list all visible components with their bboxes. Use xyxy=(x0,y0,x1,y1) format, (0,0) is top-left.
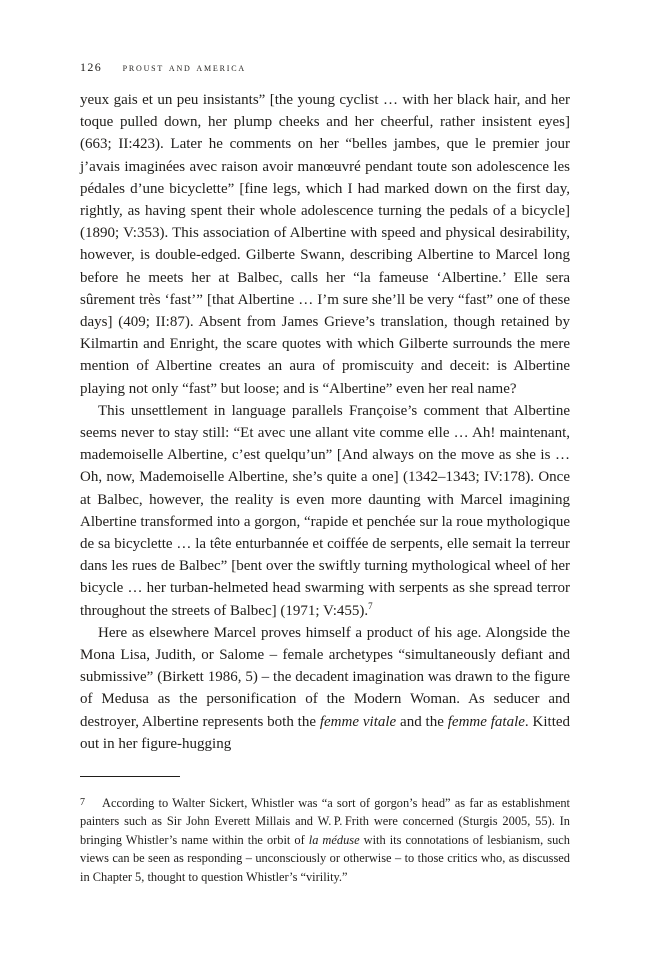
paragraph xyxy=(80,622,570,755)
text-run: . Kitted out in her figure-hugging xyxy=(80,713,571,752)
footnote-number: 7 xyxy=(80,797,85,808)
page-number: 126 xyxy=(80,60,103,74)
italic-text: femme fatale xyxy=(447,713,525,730)
footnote-rule xyxy=(80,776,180,777)
main-text xyxy=(80,89,570,755)
paragraph xyxy=(80,400,570,622)
text-run: and the xyxy=(396,713,448,730)
running-header xyxy=(80,60,246,75)
footnote xyxy=(80,794,570,886)
text-run: Here as elsewhere Marcel proves himself a product of his age. Alongside the Mona Lisa, Judith, or Salome – female archetypes “simultaneously defiant and submissive” (Birkett 1986, 5) – the decadent imagination was drawn to the figure of Medusa as the personification of the Modern Woman. As seducer and destroyer, Albertine represents both the xyxy=(80,624,570,730)
text-run: yeux gais et un peu insistants” [the young cyclist … with her black hair, and her toque pulled down, her plump cheeks and her cheerful, rather insistent eyes] (663; II:423). Later he comments on her “belles jambes, que le premier jour j’avais imaginées avec raison avoir manœuvré pendant toute son adolescence les pédales d’une bicyclette” [fine legs, which I had marked down on the first day, rightly, as having spent their whole adolescence turning the pedals of a bicycle] (1890; V:353). This association of Albertine with speed and physical desirability, however, is double-edged. Gilberte Swann, describing Albertine to Marcel long before he meets her at Balbec, calls her “la fameuse ‘Albertine.’ Elle sera sûrement très ‘fast’” [that Albertine … I’m sure she’ll be very “fast” one of these days] (409; II:87). Absent from James Grieve’s translation, though retained by Kilmartin and Enright, the scare quotes with which Gilberte surrounds the mere mention of Albertine creates an aura of promiscuity and deceit: is Albertine playing not only “fast” but loose; and is “Albertine” even her real name? xyxy=(80,92,570,397)
italic-text: la méduse xyxy=(308,832,360,847)
footnote-marker: 7 xyxy=(368,600,373,611)
italic-text: femme vitale xyxy=(319,713,397,730)
text-run: with its connotations of lesbianism, such views can be seen as responding – unconsciously or otherwise – to those critics who, as discussed in Chapter 5, thought to question Whistler’s “virility.” xyxy=(80,832,570,884)
text-run: According to Walter Sickert, Whistler was “a sort of gorgon’s head” as far as establishment painters such as Sir John Everett Millais and W. P. Frith were concerned (Sturgis 2005, 55). In bringing Whistler’s name within the orbit of xyxy=(80,796,570,847)
running-title: proust and america xyxy=(122,60,246,74)
text-run: This unsettlement in language parallels Françoise’s comment that Albertine seems never to stay still: “Et avec une allant vite comme elle … Ah! maintenant, mademoiselle Albertine, c’est quelqu’un” [And always on the move as she is … Oh, now, Mademoiselle Albertine, she’s quite a one] (1342–1343; IV:178). Once at Balbec, however, the reality is even more daunting with Marcel imagining Albertine transformed into a gorgon, “rapide et penchée sur la roue mythologique de sa bicyclette … la tête enturbannée et coiffée de serpents, elle semait la terreur dans les rues de Balbec” [bent over the swiftly turning mythological wheel of her bicycle … her turban-helmeted head swarming with serpents as she spread terror throughout the streets of Balbec] (1971; V:455). xyxy=(80,402,570,619)
paragraph xyxy=(80,89,570,400)
footnote-text xyxy=(80,796,570,884)
